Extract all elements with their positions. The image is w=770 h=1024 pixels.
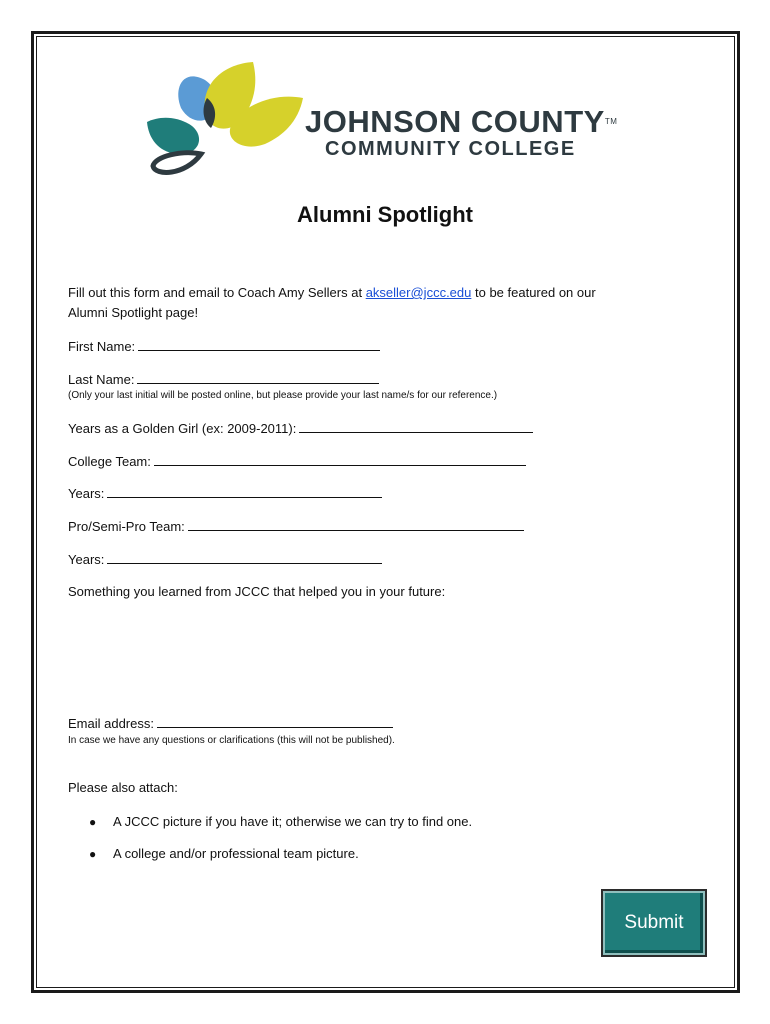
intro-line1 [68, 285, 596, 301]
intro-text-before: Fill out this form and email to Coach Amy Sellers at [68, 285, 366, 300]
attach-item-jccc-picture: A JCCC picture if you have it; otherwise we can try to find one. [113, 814, 473, 829]
last-name-row [68, 371, 379, 388]
attach-item-team-picture: A college and/or professional team picture. [113, 846, 359, 861]
intro-line2: Alumni Spotlight page! [68, 305, 199, 320]
logo-wordmark [305, 106, 617, 161]
logo-line1: JOHNSON COUNTY [305, 104, 605, 139]
last-name-note: (Only your last initial will be posted online, but please provide your last name/s for our reference.) [68, 390, 498, 401]
golden-girl-years-row [68, 420, 533, 437]
learned-answer-area[interactable] [68, 604, 668, 704]
last-name-field[interactable] [137, 371, 379, 384]
college-team-row [68, 453, 526, 470]
logo-trademark: TM [604, 117, 618, 126]
pro-team-row [68, 518, 524, 535]
first-name-field[interactable] [138, 338, 380, 351]
pro-team-field[interactable] [188, 518, 524, 531]
college-team-field[interactable] [154, 453, 526, 466]
college-years-field[interactable] [107, 485, 382, 498]
college-team-label: College Team: [68, 454, 151, 469]
jccc-logo [145, 58, 625, 178]
learned-label: Something you learned from JCCC that helped you in your future: [68, 584, 446, 599]
bullet-icon: ● [89, 847, 97, 861]
email-label: Email address: [68, 716, 154, 731]
intro-text-after: to be featured on our [471, 285, 596, 300]
first-name-row [68, 338, 380, 355]
email-row [68, 715, 393, 732]
golden-girl-years-field[interactable] [299, 420, 533, 433]
pro-years-field[interactable] [107, 551, 382, 564]
page-title: Alumni Spotlight [297, 202, 473, 227]
college-years-row [68, 485, 382, 502]
pro-years-label: Years: [68, 552, 105, 567]
bullet-icon: ● [89, 815, 97, 829]
logo-line2: COMMUNITY COLLEGE [325, 138, 576, 160]
submit-button[interactable]: Submit [601, 889, 707, 957]
email-field[interactable] [157, 715, 393, 728]
email-note: In case we have any questions or clarifications (this will not be published). [68, 735, 395, 746]
college-years-label: Years: [68, 486, 105, 501]
golden-girl-years-label: Years as a Golden Girl (ex: 2009-2011): [68, 421, 297, 436]
last-name-label: Last Name: [68, 372, 135, 387]
leaf-logo-icon [145, 58, 305, 178]
pro-team-label: Pro/Semi-Pro Team: [68, 519, 185, 534]
attach-heading: Please also attach: [68, 780, 178, 795]
pro-years-row [68, 551, 382, 568]
first-name-label: First Name: [68, 339, 136, 354]
email-link[interactable]: akseller@jccc.edu [365, 285, 472, 300]
